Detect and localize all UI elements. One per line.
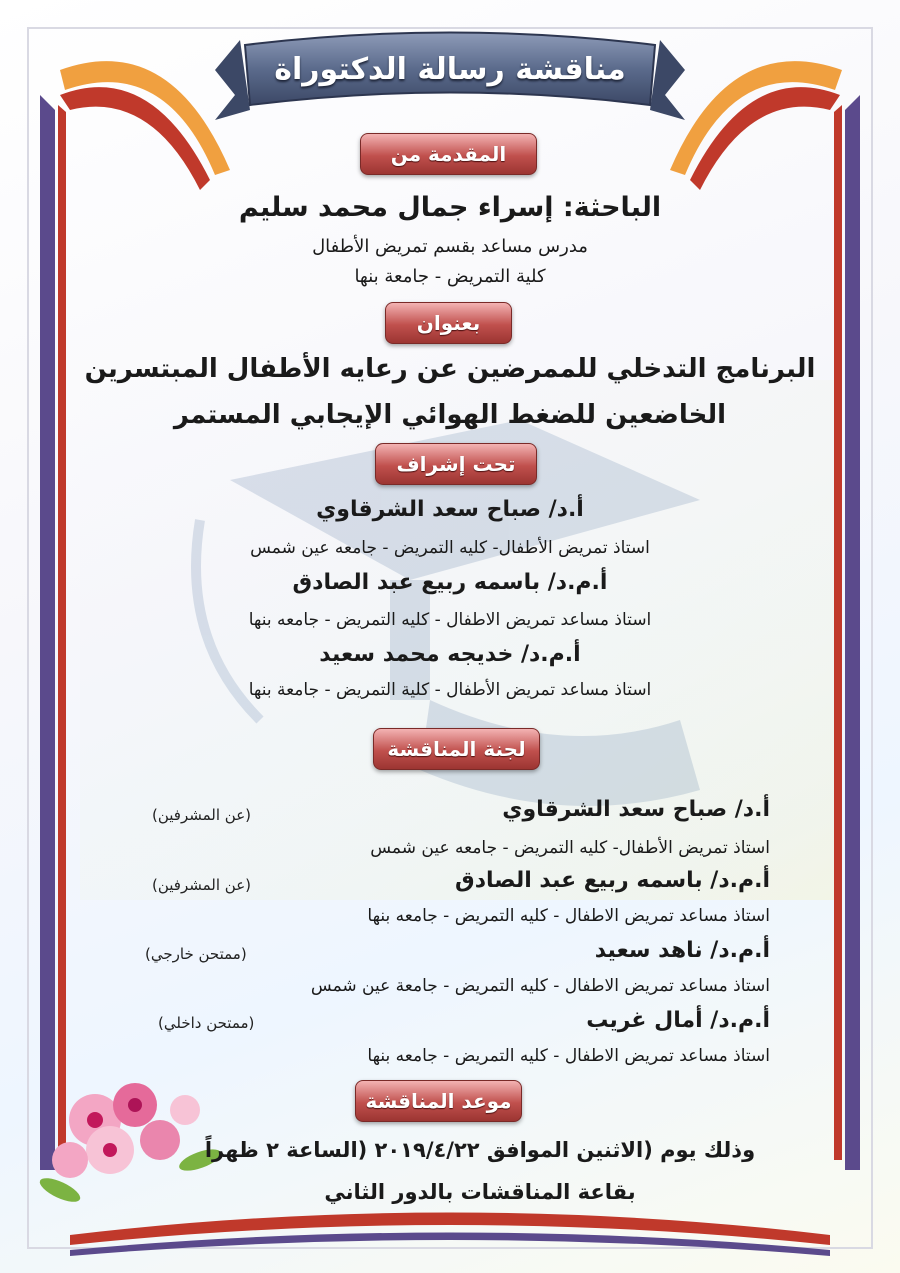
supervisor-name: أ.م.د/ باسمه ربيع عبد الصادق [292, 570, 608, 595]
committee-member-affiliation: استاذ مساعد تمريض الاطفال - كليه التمريض - جامعه بنها [367, 1046, 770, 1066]
committee-member-affiliation: استاذ مساعد تمريض الاطفال - كليه التمريض - جامعه بنها [367, 906, 770, 926]
committee-member-role: (ممتحن داخلي) [158, 1014, 255, 1032]
researcher-name: الباحثة: إسراء جمال محمد سليم [238, 192, 662, 223]
committee-label: لجنة المناقشة [387, 737, 526, 761]
committee-member-name: أ.م.د/ باسمه ربيع عبد الصادق [455, 868, 770, 893]
thesis-title-line1: البرنامج التدخلي للممرضين عن رعايه الأطفال المبتسرين [84, 354, 816, 384]
supervisor-name: أ.م.د/ خديجه محمد سعيد [319, 642, 581, 667]
supervision-label-badge [375, 443, 537, 485]
researcher-faculty: كلية التمريض - جامعة بنها [354, 266, 546, 287]
schedule-venue: بقاعة المناقشات بالدور الثاني [324, 1180, 636, 1204]
researcher-position: مدرس مساعد بقسم تمريض الأطفال [312, 236, 588, 257]
supervisor-name: أ.د/ صباح سعد الشرقاوي [316, 497, 584, 522]
schedule-label-badge [355, 1080, 522, 1122]
title-label-badge [385, 302, 512, 344]
committee-member-role: (عن المشرفين) [152, 806, 252, 824]
ribbon-title: مناقشة رسالة الدكتوراة [274, 52, 626, 87]
committee-member-name: أ.م.د/ أمال غريب [586, 1008, 770, 1033]
supervisor-affiliation: استاذ تمريض الأطفال- كليه التمريض - جامعه عين شمس [250, 538, 650, 558]
committee-member-name: أ.م.د/ ناهد سعيد [594, 938, 770, 963]
presenter-label-badge [360, 133, 537, 175]
thesis-title-line2: الخاضعين للضغط الهوائي الإيجابي المستمر [173, 400, 727, 430]
committee-member-name: أ.د/ صباح سعد الشرقاوي [502, 797, 770, 822]
committee-label-badge [373, 728, 540, 770]
schedule-date-time: وذلك يوم (الاثنين الموافق ٢٠١٩/٤/٢٢ (الساعة ٢ ظهراً [204, 1138, 756, 1162]
committee-member-role: (عن المشرفين) [152, 876, 252, 894]
schedule-label: موعد المناقشة [365, 1089, 512, 1113]
supervisor-affiliation: استاذ مساعد تمريض الاطفال - كليه التمريض - جامعه بنها [248, 610, 652, 630]
committee-member-role: (ممتحن خارجي) [145, 945, 247, 963]
committee-member-affiliation: استاذ تمريض الأطفال- كليه التمريض - جامعه عين شمس [370, 838, 770, 858]
supervision-label: تحت إشراف [396, 452, 516, 476]
committee-member-affiliation: استاذ مساعد تمريض الاطفال - كليه التمريض - جامعة عين شمس [310, 976, 770, 996]
presenter-label: المقدمة من [390, 142, 507, 166]
supervisor-affiliation: استاذ مساعد تمريض الأطفال - كلية التمريض - جامعة بنها [248, 680, 652, 700]
title-label: بعنوان [416, 311, 481, 335]
